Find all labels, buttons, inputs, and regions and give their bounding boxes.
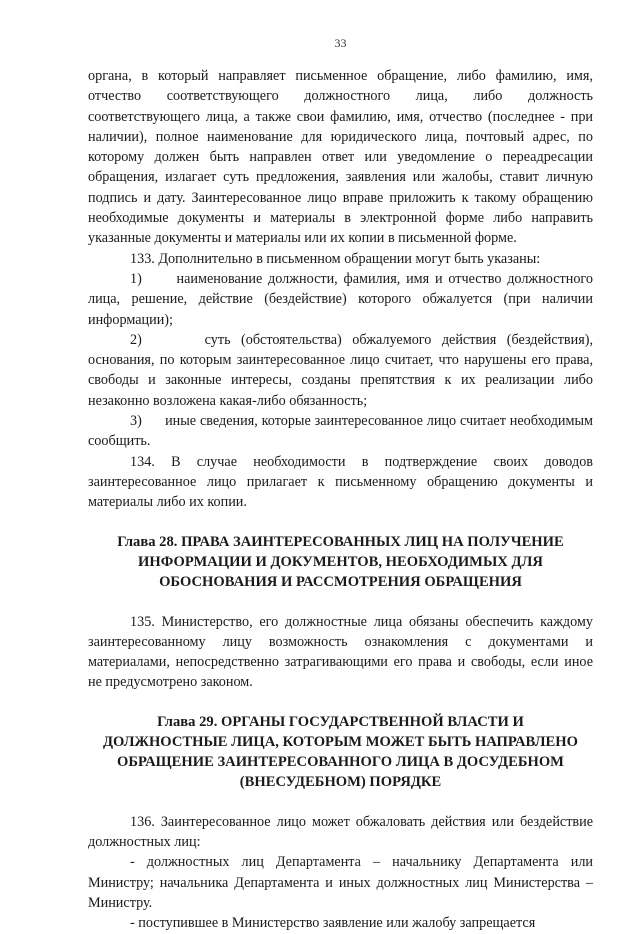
- paragraph-continuation: органа, в который направляет письменное обращение, либо фамилию, имя, отчество соответствующего должностного лица, либо должность соответствующего лица, а также свои фамилию, имя, отчество (последнее - при наличии), полное наименование для юридического лица, почтовый адрес, по которому должен быть направлен ответ или уведомление о переадресации обращения, излагает суть предложения, заявления или жалобы, ставит личную подпись и дату. Заинтересованное лицо вправе приложить к такому обращению необходимые документы и материалы в электронной форме либо направить указанные документы и материалы или их копии в письменной форме.: [88, 68, 593, 247]
- paragraph-133-item-1: 1) наименование должности, фамилия, имя и отчество должностного лица, решение, действие (бездействие) которого обжалуется (при наличии информации);: [88, 270, 593, 328]
- chapter-28-title-line-1: Глава 28. ПРАВА ЗАИНТЕРЕСОВАННЫХ ЛИЦ НА ПОЛУЧЕНИЕ: [117, 533, 564, 550]
- page-content: [88, 66, 593, 934]
- paragraph-133: 133. Дополнительно в письменном обращении могут быть указаны:: [130, 250, 541, 267]
- chapter-28-title-line-3: ОБОСНОВАНИЯ И РАССМОТРЕНИЯ ОБРАЩЕНИЯ: [159, 573, 522, 590]
- chapter-29-title-line-2: ДОЛЖНОСТНЫЕ ЛИЦА, КОТОРЫМ МОЖЕТ БЫТЬ НАПРАВЛЕНО: [102, 733, 578, 750]
- paragraph-136-item-2: - поступившее в Министерство заявление или жалобу запрещается: [130, 915, 536, 932]
- page-number: 33: [334, 36, 347, 50]
- paragraph-136-item-1: - должностных лиц Департамента – начальнику Департамента или Министру; начальника Департамента и иных должностных лиц Министерства – Министру.: [88, 854, 593, 911]
- chapter-29-heading: [88, 712, 593, 792]
- paragraph-133-item-2: 2) суть (обстоятельства) обжалуемого действия (бездействия), основания, по которым заинтересованное лицо считает, что нарушены его права, свободы и законные интересы, созданы препятствия к их реализации либо незаконно возложена какая-либо обязанность;: [88, 331, 593, 409]
- chapter-28-heading: [88, 532, 593, 592]
- chapter-28-title-line-2: ИНФОРМАЦИИ И ДОКУМЕНТОВ, НЕОБХОДИМЫХ ДЛЯ: [138, 553, 543, 570]
- chapter-29-title-line-3: ОБРАЩЕНИЕ ЗАИНТЕРЕСОВАННОГО ЛИЦА В ДОСУДЕБНОМ: [117, 753, 564, 770]
- chapter-29-title-line-1: Глава 29. ОРГАНЫ ГОСУДАРСТВЕННОЙ ВЛАСТИ И: [157, 713, 524, 730]
- paragraph-133-item-3: 3) иные сведения, которые заинтересованное лицо считает необходимым сообщить.: [88, 413, 593, 450]
- paragraph-134: 134. В случае необходимости в подтверждение своих доводов заинтересованное лицо прилагает к письменному обращению документы и материалы либо их копии.: [88, 453, 593, 511]
- paragraph-136: 136. Заинтересованное лицо может обжаловать действия или бездействие должностных лиц:: [88, 813, 593, 851]
- chapter-29-title-line-4: (ВНЕСУДЕБНОМ) ПОРЯДКЕ: [239, 773, 442, 790]
- paragraph-135: 135. Министерство, его должностные лица обязаны обеспечить каждому заинтересованному лицу возможность ознакомления с документами и материалами, непосредственно затрагивающими его права и свободы, если иное не предусмотрено законом.: [88, 613, 593, 691]
